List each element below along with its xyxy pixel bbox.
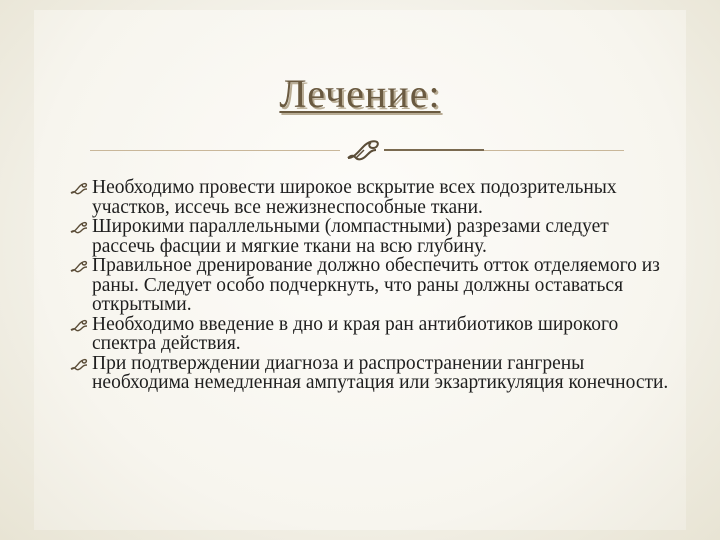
flourish-bullet-icon [70,181,88,195]
divider-line-left [90,150,340,151]
list-item-text: Широкими параллельными (ломпастными) разрезами следует рассечь фасции и мягкие ткани на всю глубину. [92,216,609,257]
slide-title [0,70,720,117]
flourish-bullet-icon [70,357,88,371]
list-item-text: Правильное дренирование должно обеспечить отток отделяемого из раны. Следует особо подчеркнуть, что раны должны оставаться открытыми. [92,255,660,315]
list-item-text: При подтверждении диагноза и распространении гангрены необходима немедленная ампутация или экзартикуляция конечности. [92,352,669,393]
list-item [70,315,670,354]
slide-title-text: Лечение: [279,71,441,116]
list-item [70,178,670,217]
list-item-text: Необходимо провести широкое вскрытие всех подозрительных участков, иссечь все нежизнеспособные ткани. [92,177,617,218]
divider-line-accent [384,149,484,151]
flourish-bullet-icon [70,259,88,273]
scroll-flourish-icon [344,136,380,164]
flourish-bullet-icon [70,220,88,234]
treatment-list [70,178,670,393]
flourish-bullet-icon [70,318,88,332]
list-item [70,256,670,315]
list-item-text: Необходимо введение в дно и края ран антибиотиков широкого спектра действия. [92,313,619,354]
list-item [70,354,670,393]
list-item [70,217,670,256]
